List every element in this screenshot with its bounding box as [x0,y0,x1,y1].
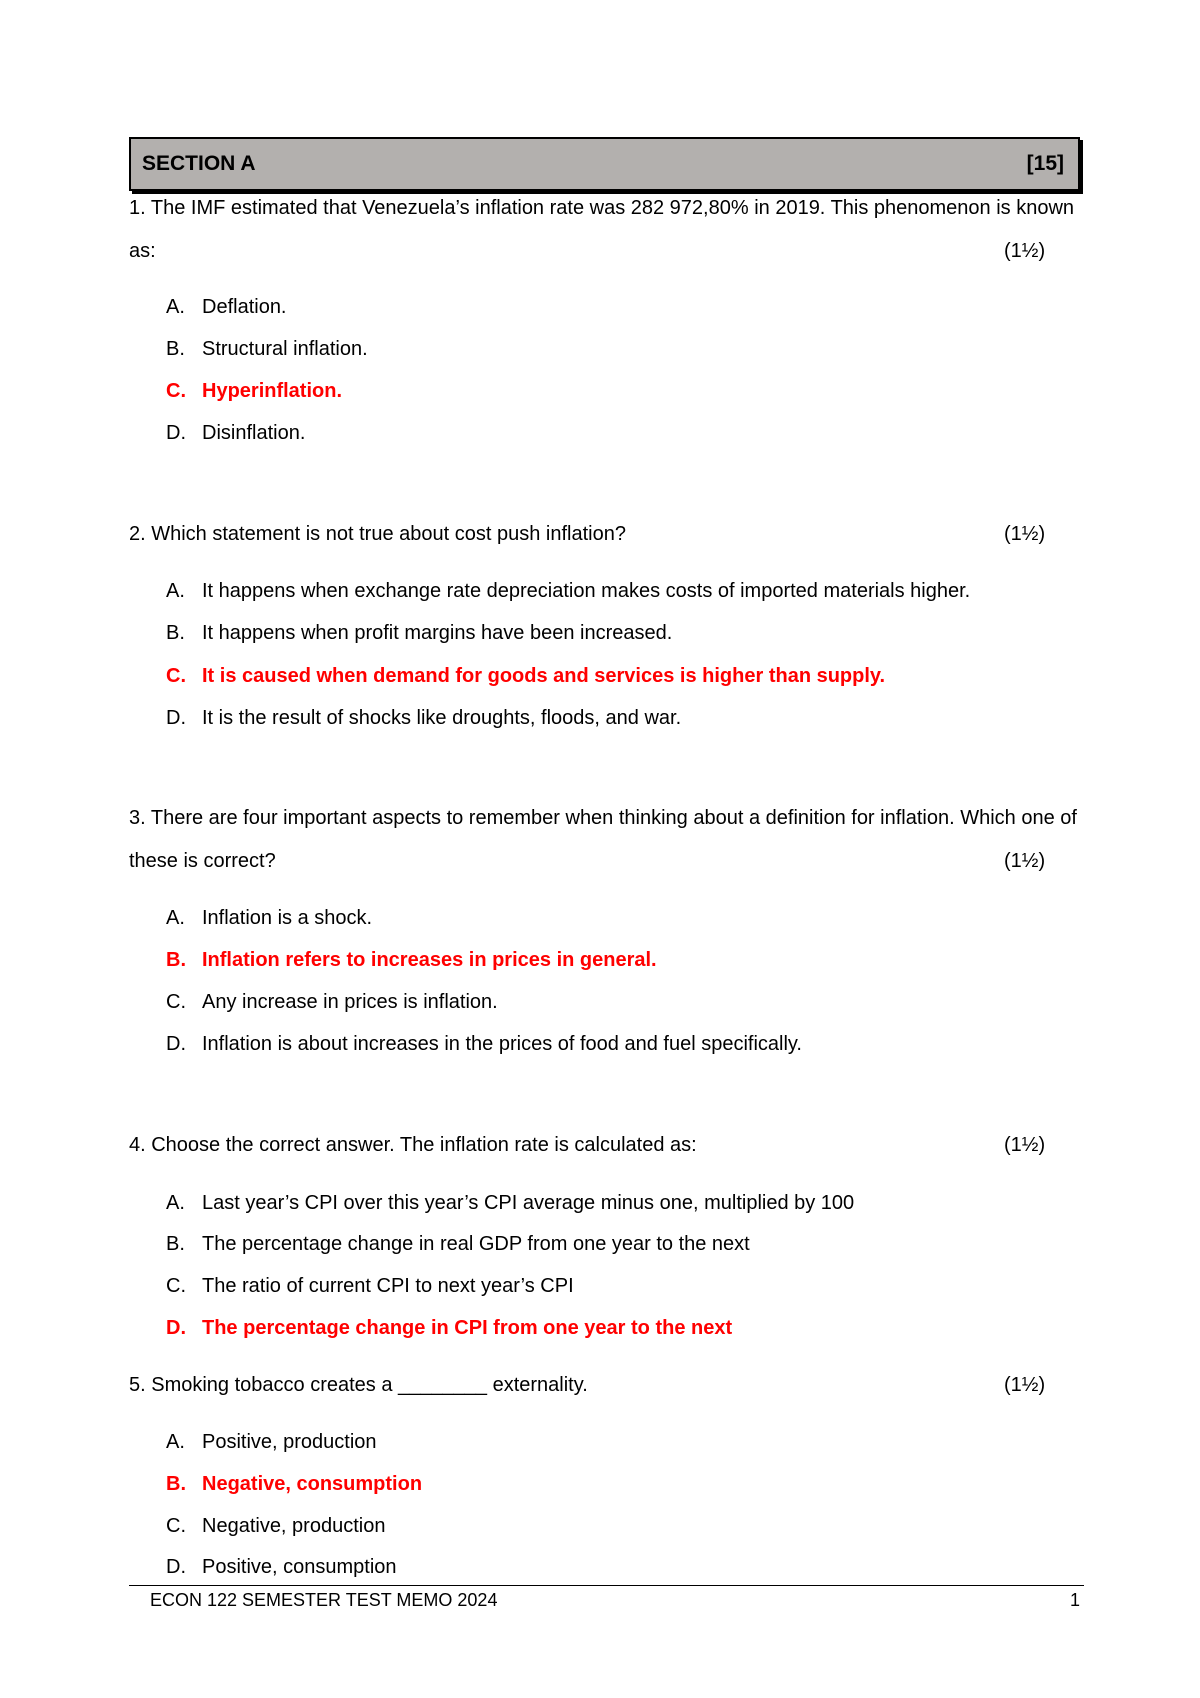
question-1-option-b: B. Structural inflation. [166,338,368,360]
question-2-option-a: A. It happens when exchange rate depreciation makes costs of imported materials higher. [166,580,971,602]
question-1-text: 1. The IMF estimated that Venezuela’s inflation rate was 282 972,80% in 2019. This phenomenon is known [129,197,1075,219]
question-2-marks: (1½) [1004,523,1046,545]
question-3-text-continued: these is correct? [129,850,276,872]
question-5-marks: (1½) [1004,1374,1046,1396]
footer-title: ECON 122 SEMESTER TEST MEMO 2024 [150,1590,498,1610]
question-2-option-b: B. It happens when profit margins have been increased. [166,622,673,644]
question-5-option-c: C. Negative, production [166,1515,386,1537]
question-1-option-a: A. Deflation. [166,296,287,318]
question-2-option-c: C. It is caused when demand for goods and services is higher than supply. [166,665,886,687]
section-header [129,137,1080,191]
question-1-option-d: D. Disinflation. [166,422,306,444]
question-5-option-b: B. Negative, consumption [166,1473,423,1495]
question-5-option-d: D. Positive, consumption [166,1556,397,1578]
question-5-text: 5. Smoking tobacco creates a ________ externality. [129,1374,588,1396]
question-4-option-b: B. The percentage change in real GDP from one year to the next [166,1233,750,1255]
question-1-text-continued: as: [129,240,156,262]
question-3-marks: (1½) [1004,850,1046,872]
question-2-text: 2. Which statement is not true about cost push inflation? [129,523,626,545]
section-title: SECTION A [142,152,256,175]
question-2-option-d: D. It is the result of shocks like droughts, floods, and war. [166,707,682,729]
question-1-marks: (1½) [1004,240,1046,262]
question-3-option-b: B. Inflation refers to increases in prices in general. [166,949,657,971]
question-5-option-a: A. Positive, production [166,1431,377,1453]
page-number: 1 [1070,1590,1081,1610]
question-4-text: 4. Choose the correct answer. The inflation rate is calculated as: [129,1134,697,1156]
question-3-option-c: C. Any increase in prices is inflation. [166,991,498,1013]
question-4-option-c: C. The ratio of current CPI to next year’s CPI [166,1275,574,1297]
question-4-option-a: A. Last year’s CPI over this year’s CPI average minus one, multiplied by 100 [166,1192,855,1214]
question-3-option-d: D. Inflation is about increases in the prices of food and fuel specifically. [166,1033,802,1055]
question-3-option-a: A. Inflation is a shock. [166,907,373,929]
question-4-marks: (1½) [1004,1134,1046,1156]
question-3-text: 3. There are four important aspects to remember when thinking about a definition for inflation. Which one of [129,807,1077,829]
question-4-option-d: D. The percentage change in CPI from one year to the next [166,1317,733,1339]
section-total-marks: [15] [1026,152,1064,175]
question-1-option-c: C. Hyperinflation. [166,380,343,402]
